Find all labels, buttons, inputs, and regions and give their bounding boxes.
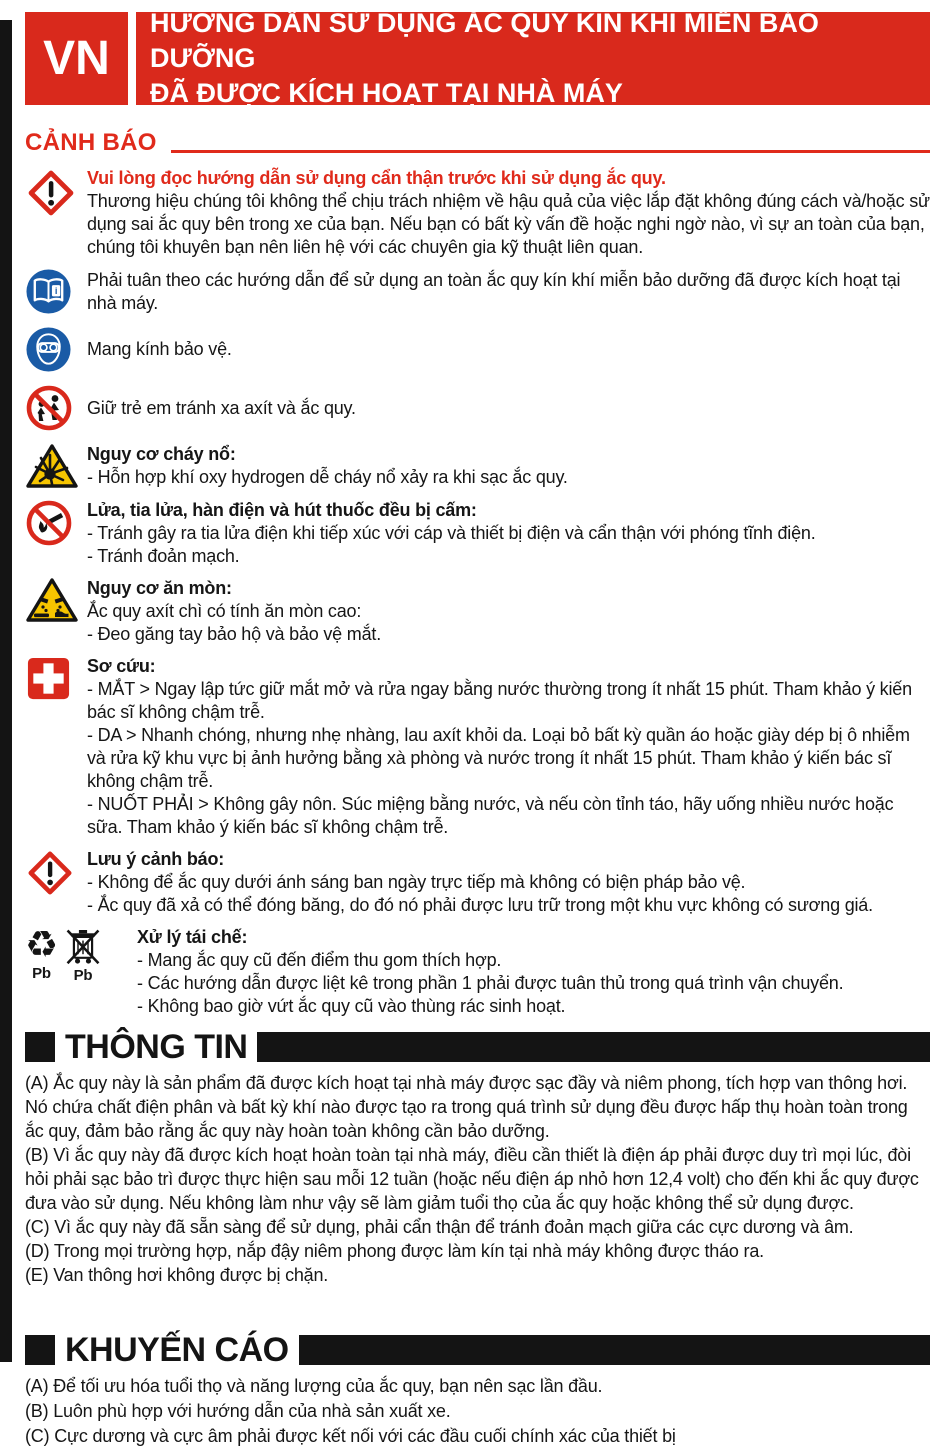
warning-item-title: Nguy cơ ăn mòn: xyxy=(87,578,232,598)
warning-item xyxy=(25,384,945,432)
ghs-exclamation-icon xyxy=(25,848,75,898)
info-paragraph: (E) Van thông hơi không được bị chặn. xyxy=(25,1265,329,1285)
advice-section-header xyxy=(25,1333,930,1367)
warning-item-text: Mang kính bảo vệ. xyxy=(87,339,232,359)
info-paragraphs xyxy=(0,1071,945,1287)
svg-text:i: i xyxy=(54,286,58,297)
info-section-header xyxy=(25,1030,930,1064)
warning-item xyxy=(25,326,945,373)
warning-item-title: Vui lòng đọc hướng dẫn sử dụng cẩn thận trước khi sử dụng ắc quy. xyxy=(87,168,666,188)
advice-paragraphs xyxy=(0,1374,945,1449)
no-fire-smoking-icon xyxy=(25,499,73,547)
warning-item-text: - Ắc quy đã xả có thể đóng băng, do đó nó phải được lưu trữ trong một khu vực không có sương giá. xyxy=(87,895,873,915)
warning-item-text: - Các hướng dẫn được liệt kê trong phần 1 phải được tuân thủ trong quá trình vận chuyển. xyxy=(137,973,844,993)
warning-item-text: Phải tuân theo các hướng dẫn để sử dụng an toàn ắc quy kín khí miễn bảo dưỡng đã được kích hoạt tại nhà máy. xyxy=(87,269,901,313)
warning-item-title: Lưu ý cảnh báo: xyxy=(87,849,225,869)
advice-section-title: KHUYẾN CÁO xyxy=(65,1331,289,1369)
page-edge-bar xyxy=(0,20,12,1362)
advice-section xyxy=(0,1333,945,1449)
warning-item-text: Ắc quy axít chì có tính ăn mòn cao: xyxy=(87,601,362,621)
info-paragraph: (B) Vì ắc quy này đã được kích hoạt hoàn toàn tại nhà máy, điều cần thiết là điện áp phải được duy trì mọi lúc, đòi hỏi phải sạc bảo trì được thực hiện sau mỗi 12 tuần (hoặc nếu điện áp nhỏ hơn 12,4 volt) cho đến khi ắc quy được đưa vào sử dụng. Nếu không làm như vậy sẽ làm giảm tuổi thọ của ắc quy hoặc không thể sử dụng được. xyxy=(25,1145,919,1213)
info-paragraph: (D) Trong mọi trường hợp, nắp đậy niêm phong được làm kín tại nhà máy không được tháo ra. xyxy=(25,1241,764,1261)
warning-item-text: - MẮT > Ngay lập tức giữ mắt mở và rửa ngay bằng nước thường trong ít nhất 15 phút. Tham khảo ý kiến bác sĩ không chậm trễ. xyxy=(87,679,912,722)
warning-item xyxy=(25,848,945,917)
warning-heading-label: CẢNH BÁO xyxy=(25,129,157,156)
read-manual-icon xyxy=(25,268,72,315)
warning-item-text: - Mang ắc quy cũ đến điểm thu gom thích hợp. xyxy=(137,950,502,970)
warning-item xyxy=(25,268,945,315)
warning-item-text: Thương hiệu chúng tôi không thể chịu trách nhiệm về hậu quả của việc lắp đặt không đúng cách và/hoặc sử dụng sai ắc quy bên trong xe của bạn. Nếu bạn có bất kỳ vấn đề hoặc nghi ngờ nào, vì sự an toàn của bạn, chúng tôi khuyên bạn nên liên hệ với các chuyên gia kỹ thuật liên quan. xyxy=(87,191,930,257)
warning-item-title: Xử lý tái chế: xyxy=(137,927,248,947)
info-section-title: THÔNG TIN xyxy=(65,1028,248,1066)
document-title xyxy=(136,7,930,109)
warning-list xyxy=(25,167,945,1018)
advice-paragraph: (A) Để tối ưu hóa tuổi thọ và năng lượng của ắc quy, bạn nên sạc lần đầu. xyxy=(25,1376,603,1396)
warning-item xyxy=(25,577,945,646)
info-paragraph: (A) Ắc quy này là sản phẩm đã được kích hoạt tại nhà máy được sạc đầy và niêm phong, tích hợp van thông hơi. Nó chứa chất điện phân và bất kỳ khí nào được tạo ra trong quá trình sử dụng đều được hấp thụ hoàn toàn trong ắc quy, đảm bảo rằng ắc quy này hoàn toàn không cần bảo dưỡng. xyxy=(25,1073,908,1141)
warning-item-text: - Không để ắc quy dưới ánh sáng ban ngày trực tiếp mà không có biện pháp bảo vệ. xyxy=(87,872,746,892)
warning-item-title: Sơ cứu: xyxy=(87,656,156,676)
warning-item xyxy=(25,655,945,839)
recycling-pb-icon: ♻ xyxy=(25,923,58,966)
header xyxy=(25,7,930,109)
warning-item-text: - DA > Nhanh chóng, nhưng nhẹ nhàng, lau axít khỏi da. Loại bỏ bất kỳ quần áo hoặc giày dép bị ô nhiễm và rửa kỹ khu vực bị ảnh hưởng bằng xà phòng và nước trong ít nhất 15 phút. Tham khảo ý kiến bác sĩ không chậm trễ. xyxy=(87,725,910,791)
warning-item-text: - Không bao giờ vứt ắc quy cũ vào thùng rác sinh hoạt. xyxy=(137,996,566,1016)
section-header-bar xyxy=(299,1335,930,1365)
warning-item-text: - NUỐT PHẢI > Không gây nôn. Súc miệng bằng nước, và nếu còn tỉnh táo, hãy uống nhiều nước hoặc sữa. Tham khảo ý kiến bác sĩ không chậm trễ. xyxy=(87,794,894,837)
ghs-exclamation-icon xyxy=(25,167,77,219)
document-title-line1: HƯỚNG DẪN SỬ DỤNG ẮC QUY KÍN KHÍ MIỄN BẢO DƯỠNG xyxy=(150,7,819,73)
warning-item-title: Nguy cơ cháy nổ: xyxy=(87,444,236,464)
page xyxy=(0,7,945,1446)
first-aid-icon xyxy=(25,655,72,702)
pb-label: Pb xyxy=(32,965,51,982)
warning-item xyxy=(25,167,945,259)
info-paragraph: (C) Vì ắc quy này đã sẵn sàng để sử dụng, phải cẩn thận để tránh đoản mạch giữa các cực dương và âm. xyxy=(25,1217,854,1237)
keep-children-away-icon xyxy=(25,384,73,432)
section-header-square xyxy=(25,1032,55,1062)
section-header-square xyxy=(25,1335,55,1365)
warning-item-text: - Tránh đoản mạch. xyxy=(87,546,240,566)
warning-item xyxy=(25,499,945,568)
corrosion-hazard-icon xyxy=(25,577,79,624)
eye-protection-icon xyxy=(25,326,72,373)
pb-label: Pb xyxy=(73,967,93,984)
advice-paragraph: (C) Cực dương và cực âm phải được kết nối với các đầu cuối chính xác của thiết bị xyxy=(25,1426,676,1446)
warning-heading-rule xyxy=(171,150,930,153)
document-title-line2: ĐÃ ĐƯỢC KÍCH HOẠT TẠI NHÀ MÁY xyxy=(150,78,623,109)
warning-item-text: - Hỗn hợp khí oxy hydrogen dễ cháy nổ xảy ra khi sạc ắc quy. xyxy=(87,467,568,487)
section-header-bar xyxy=(257,1032,930,1062)
warning-item-text: - Tránh gây ra tia lửa điện khi tiếp xúc với cáp và thiết bị điện và cẩn thận với phóng tĩnh điện. xyxy=(87,523,816,543)
warning-section-heading xyxy=(25,129,930,157)
warning-item-text: Giữ trẻ em tránh xa axít và ắc quy. xyxy=(87,397,356,418)
warning-item-text: - Đeo găng tay bảo hộ và bảo vệ mắt. xyxy=(87,624,381,644)
warning-item-title: Lửa, tia lửa, hàn điện và hút thuốc đều bị cấm: xyxy=(87,500,477,520)
language-badge: VN xyxy=(25,12,128,105)
no-trash-bin-pb-icon xyxy=(63,926,103,966)
warning-item xyxy=(25,923,945,1018)
advice-paragraph: (B) Luôn phù hợp với hướng dẫn của nhà sản xuất xe. xyxy=(25,1401,451,1421)
explosion-hazard-icon xyxy=(25,443,79,490)
warning-item xyxy=(25,443,945,490)
